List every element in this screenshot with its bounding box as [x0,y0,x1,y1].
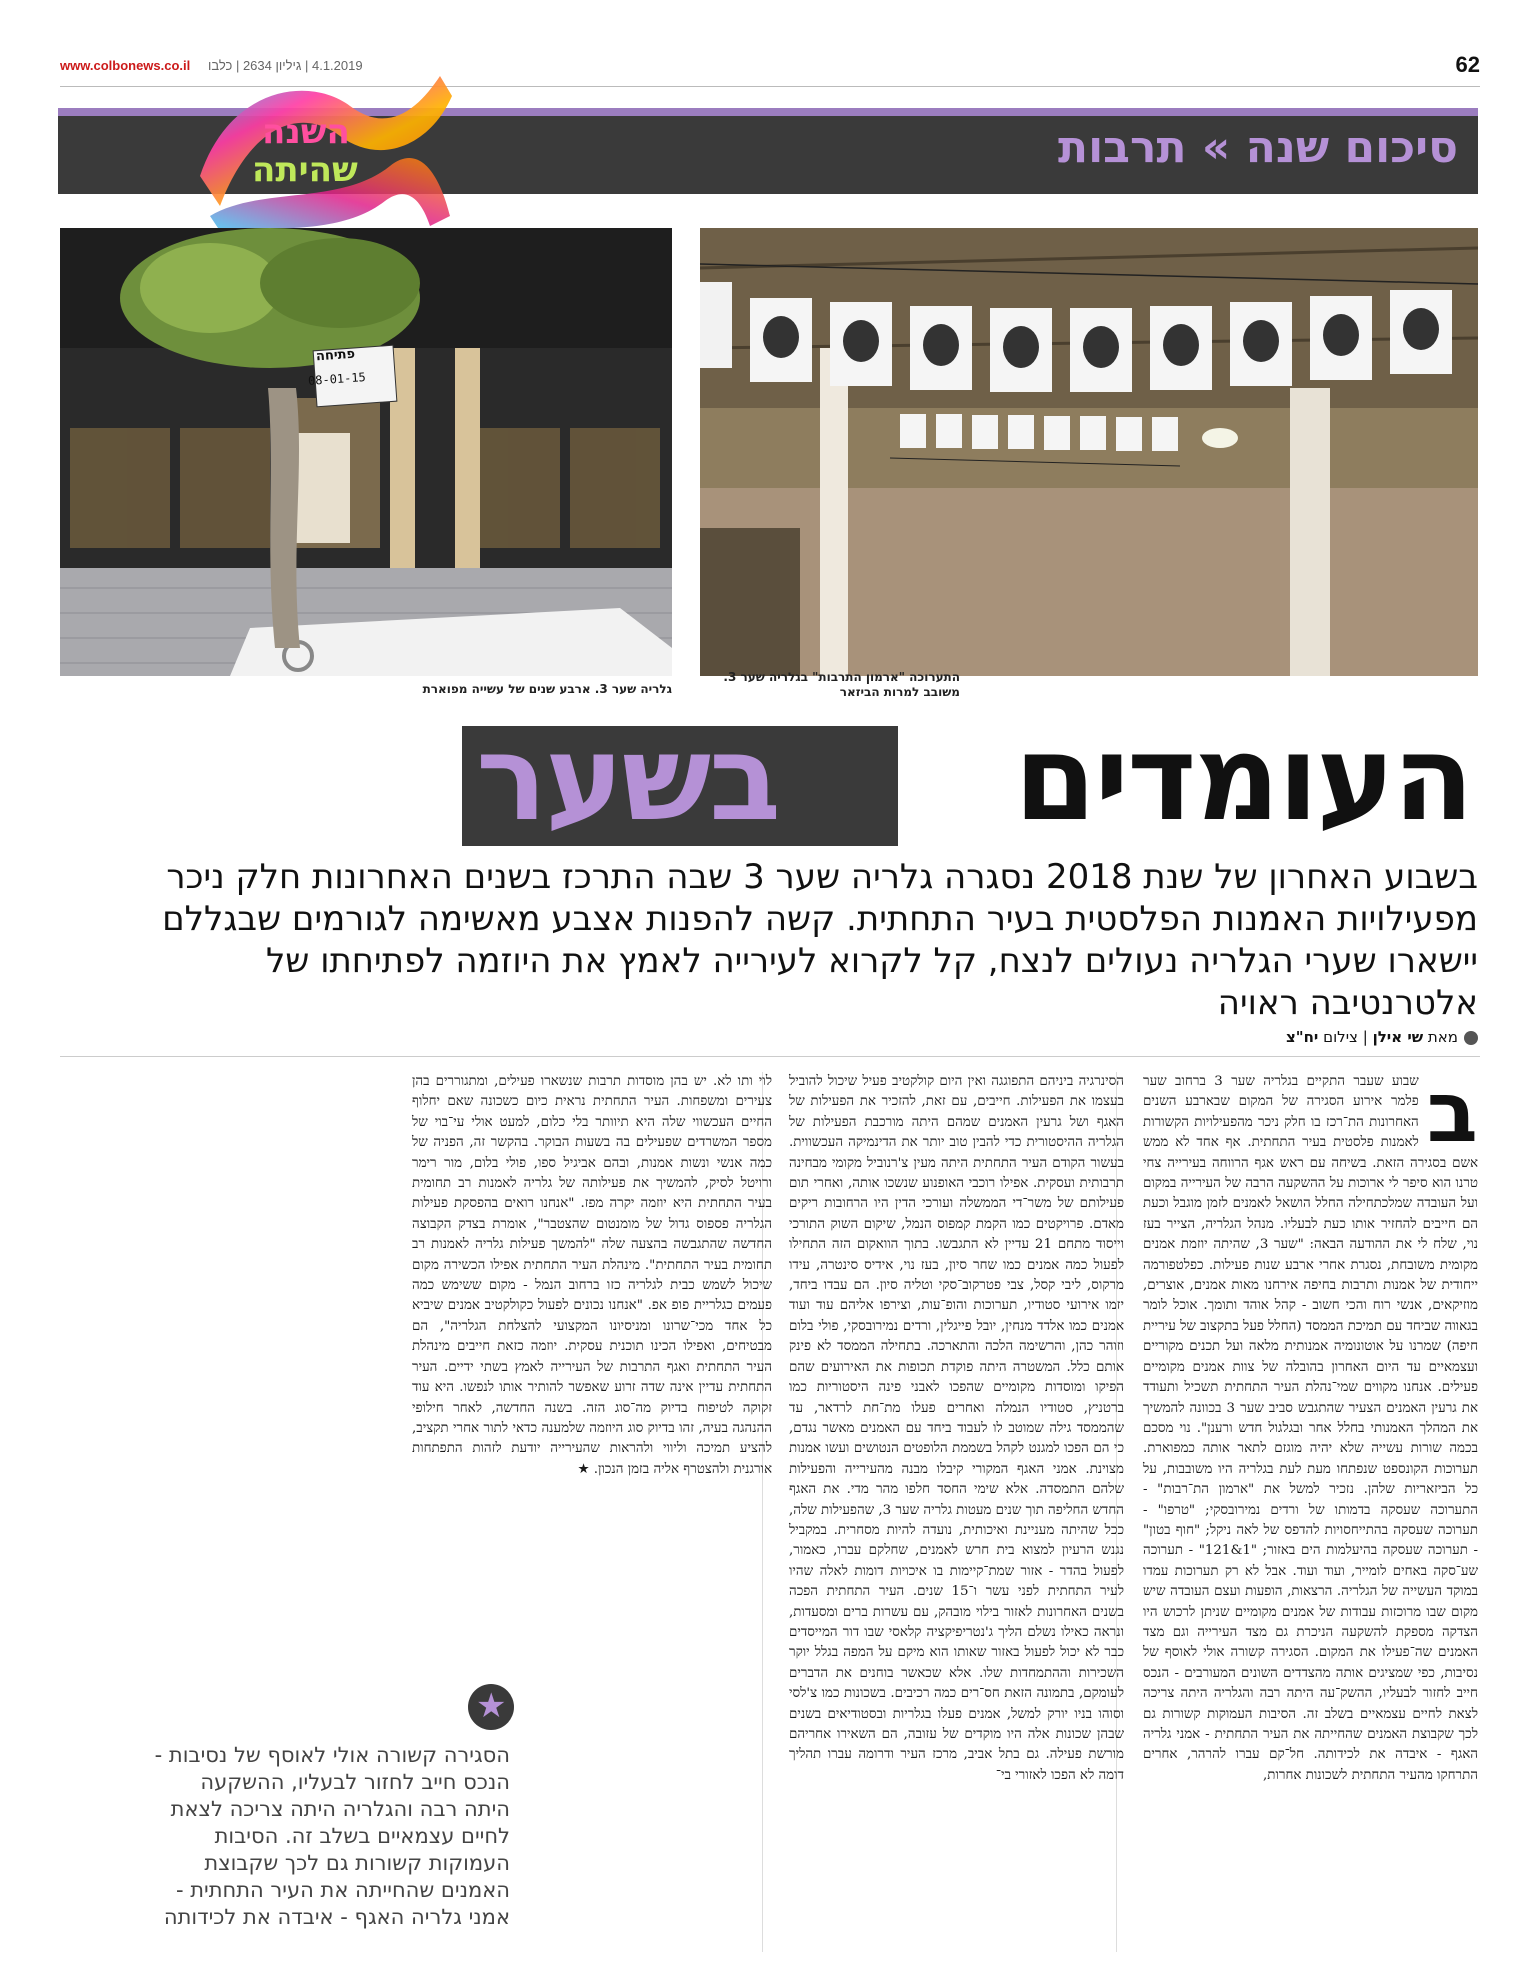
column-3-text: לוי ותו לא. יש בהן מוסדות תרבות שנשארו פעילים, ומתגוררים בהן צעירים ומשפחות. העיר התחתית נראית כיום כשכונה שאם יחלוף החיים העכשווי שלה היא תיוותר בלי כלום, למעט אולי עי־בוי של מספר המשרדים שפעילים בה בשעות הבוקר. בהקשר זה, הפניה של כמה אנשי ונשות אמנות, ובהם אביגיל ספו, פולי בלום, מור רימר ורויטל לסיק, להמשיך את פעילותה של גלריה לאמנות רב תחומית בעיר התחתית היא יוזמה יקרה מפז. "אנחנו רואים בהפסקת פעילות הגלריה פספוס גדול של מומנטום שהצטבר", אומרת בצדק הקבוצה החדשה שהתגבשה בהצעה שלה "להמשך פעילות גלריה לאמנות רב תחומית בעיר התחתית". מינהלת העיר התחתית אפילו הכשירה מקום שיכול לשמש כבית לגלריה כזו ברחוב הנמל - מקום ששימש כמה פעמים כגלריית פופ אפ. "אנחנו נכונים לפעול כקולקטיב אמנים שיביא כל אחד מכי־שרונו ומניסיונו המקצועי להצלחת הגלריה", הם מבטיחים, ואפילו הכינו תוכנית עסקית. יוזמה כזאת חייבים מינהלת העיר התחתית ואגף התרבות של העירייה לאמץ בשתי ידיים. העיר התחתית עדיין אינה שדה זרוע שאפשר להותיר אותו לנפשו. היא עוד זקוקה לטיפוח בדיוק מה־סוג הזה. בשנה החדשה, לאחר חילופי ההנהגה בעיה, זהו בדיוק סוג היוזמה שלמענה כדאי לתור אחרי תקציב, להציע תמיכה וליווי ולהראות שהעירייה יודעת לזהות התפתחות אורגנית ולהצטרף אליה בזמן הנכון. ★ [412,1074,772,1477]
opening-sign-date: 08-01-15 [307,370,367,388]
article-column-2 [789,1072,1124,1786]
issue-info: 4.1.2019 | גיליון 2634 | כלבו [208,58,363,73]
headline-main: העומדים [1014,709,1472,847]
portrait-print [1310,296,1372,380]
logo-line-1: השנה [262,112,350,152]
drop-cap: ב [1426,1063,1478,1161]
gallery-storefront-photo [60,228,672,676]
page-number: 62 [1455,52,1480,77]
portrait-print [1230,302,1292,386]
separator [60,1056,1480,1057]
left-photo-caption: גלריה שער 3. ארבע שנים של עשייה מפוארת [422,682,672,696]
portrait-print [1390,290,1452,374]
portrait-print [750,298,812,382]
article-column-1 [1143,1063,1479,1786]
portrait-print [1070,308,1132,392]
byline: מאת שי אילן | צילום יח"צ [1286,1028,1458,1046]
byline-prefix: מאת [1427,1028,1458,1046]
portrait-print [1150,306,1212,390]
column-1-text: שבוע שעבר התקיים בגלריה שער 3 ברחוב שער פלמר אירוע הסגירה של המקום שבארבע השנים האחרונות הת־רכז בו חלק ניכר מהפעילויות הקשורות לאמנות פלסטית בעיר התחתית. אף אחד לא ממש אשם בסגירה הזאת. בשיחה עם ראש אגף הרווחה בעירייה צחי טרנו הוא סיפר לי ארוכות על ההשקעה הרבה של העירייה במקום ועל העובדה שמלכתחילה החלל הושאל לאמנים לזמן מוגבל וכעת הם חייבים להחזיר אותו כעת לבעליו. מנהל הגלריה, הצייר בעז נוי, שלח לי את ההודעה הבאה: "שער 3, שהיתה יוזמת אמנים מקומית משובחת, נסגרת אחרי ארבע שנות פעילות. כפלטפורמה ייחודית של אמנות ותרבות בחיפה אירחנו מאות אמנים, אוצרים, מוזיקאים, אנשי רוח והכי חשוב - קהל אוהד ותומך. אוכל לומר בגאווה שביחד עם תמיכת הממסד (החלל פעל בתקצוב של עיריית חיפה) שמרנו על אוטונומיה אמנותית מלאה ועל תכנים מקוריים ועצמאיים עד היום האחרון בהובלה של צוות אמנים מקומיים פעילים. אנחנו מקווים שמי־נהלת העיר התחתית תשכיל ותעודד את גרעין האמנים הצעיר שהתגבש סביב שער 3 בכוונה להמשיך את המהלך האמנותי בחלל אחר ובגלגול חדש ורענן". נוי מסכם בכמה שורות עשייה שלא יהיה מוגזם לתאר אותה כמפוארת. תערוכות הקונספט שנפתחו מעת לעת בגלריה היו משובבות, על כל הביזאריות שלהן. נזכיר למשל את "ארמון הת־רבות" - התערוכה שעסקה בדמותו של ורדים נמירובסקי; "טרפו" - תערוכה שעסקה בהתייחסויות להדפס של לאה ניקל; "חוף בטון" - תערוכה שעסקה בהיעלמות הים באזור; "1&121" - תערוכה שע־סקה באחים לומייר, ועוד ועוד. אבל לא רק תערוכות עמדו במוקד העשייה של הגלריה. הרצאות, הופעות ועצם העובדה שיש מקום שבו מרוכזות עבודות של אמנים מקומיים שניתן לרכוש היו הצדקה מספקת להשקעה הניכרת גם מצד העירייה וגם מצד האמנים שה־פעילו את המקום. הסגירה קשורה אולי לאוסף של נסיבות, כפי שמציגים אותה מהצדדים השונים המעורבים - הנכס חייב לחזור לבעליו, ההשק־עה היתה רבה והגלריה היתה צריכה לצאת לחיים עצמאיים בשלב זה. הסיבות העמוקות קשורות גם לכך שקבוצת האמנים שהחייתה את העיר התחתית - אמני גלריה האגף - איבדה את לכידותה. חל־קם עברו להרהר, אחרים התרחקו מהעיר התחתית לשכונות אחרות, [1143,1074,1479,1783]
portrait-print [830,302,892,386]
article-column-3 [412,1072,772,1480]
logo-line-2: שהיתה [252,150,358,190]
article-subtitle: בשבוע האחרון של שנת 2018 נסגרה גלריה שער 3 שבה התרכז בשנים האחרונות חלק ניכר מפעילויות האמנות הפלסטית בעיר התחתית. קשה להפנות אצבע מאשימה לגורמים שבגללם יישארו שערי הגלריה נעולים לנצח, קל לקרוא לעירייה לאמץ את היוזמה לפתיחתו של אלטרנטיבה ראויה [162,857,1478,1023]
star-icon: ★ [476,1686,507,1726]
portrait-print [910,306,972,390]
portrait-print [990,308,1052,392]
section-title: סיכום שנה » תרבות [1058,122,1458,173]
photo-credit: יח"צ [1286,1028,1319,1046]
byline-bullet-icon [1464,1031,1478,1045]
column-2-text: הסינרגיה ביניהם התפוגגה ואין היום קולקטיב פעיל שיכול להוביל בעצמו את הפעילות. חייבים, עם זאת, להזכיר את הפעילות של האגף ושל גרעין האמנים שמהם היתה מורכבת הפעילות של הגלריה ההיסטורית כדי להבין טוב יותר את הדינמיקה העכשווית. בעשור הקודם העיר התחתית היתה מעין צ'רנוביל מקומי מבחינה תרבותית ועסקית. אפילו רוכבי האופנוע שנשכו אותה, ואחרי תום פעילותם של משר־די הממשלה ועורכי הדין היו הרחובות ריקים מאדם. פרויקטים כמו הקמת קמפוס הנמל, שיקום השוק התורכי וייסוד מתחם 21 עדיין לא התגבשו. בתוך הוואקום הזה התחילו לפעול כמה אמנים כמו שחר סיון, בעז נוי, אידיס סינטרה, עידו מרקוס, ליבי קסל, צבי פטרקוב־סקי וטליה סיון. הם עבדו ביחד, יזמו אירועי סטודיו, תערוכות והופ־עות, וצירפו אליהם עוד ועוד אמנים כמו אלדד מנחין, יובל פייגלין, ורדים נמירובסקי, פולי בלום וזוהר כהן, והרשימה הלכה והתארכה. בתחילה הממסד לא פינק אותם כלל. המשטרה היתה פוקדת תכופות את האירועים שהם הפיקו ומוסדות מקומיים שהפכו לאבני פינה היסטוריות כמו ברטניץ, סטודיו הנמלה ואחרים פעלו מת־חת לרדאר, עד שהממסד גילה שמוטב לו לעבוד ביחד עם האמנים מאשר נגדם, כי הם הפכו למגנט לקהל בשממת הלופטים הנטושים ועשו אמנות מצוינת. אמני האגף המקורי קיבלו מבנה מהעירייה והפעילות שלהם התמסדה. אלא שימי החסד חלפו מהר מדי. את האגף החדש החליפה תוך שנים מעטות גלריה שער 3, שהפעילות שלה, ככל שהיתה מעניינת ואיכותית, נועדה להיות מסחרית. במקביל נגנש הרעיון למצוא בית חרש לאמנים, שחלקם עברו, כאמור, לפעול בהדר - אזור שמת־קיימות בו איכויות דומות לאלה שהיו לעיר התחתית לפני עשר ו־15 שנים. העיר התחתית הפכה בשנים האחרונות לאזור בילוי מובהק, עם עשרות ברים ומסעדות, ונראה כאילו נשלם הליך ג'נטריפיקציה קלאסי שבו דור המייסדים כבר לא יכול לפעול באזור שאותו הוא מיקם על המפה בגלל יוקר השכירות וההתמחדות שלו. אלא שכאשר בוחנים את הדברים לעומקם, בתמונה הזאת חס־רים כמה רכיבים. בשכונות כמו צ'לסי וסוהו בניו יורק למשל, אמנים פעלו בגלריות ובסטודיאים בשנים שבהן שכונות אלה היו מוקדים של עזובה, הם השאירו אחריהם מורשת פעילה. גם בתל אביב, מרכז העיר ודרומה עברו תהליך דומה לא הפכו לאזורי בי־ [789,1074,1124,1783]
headline-highlight: בשער [476,709,780,847]
portrait-row [700,262,1478,462]
opening-sign-label: פתיחה [315,346,356,365]
right-photo-caption: התערוכה "ארמון התרבות" בגלריה שער 3. משובב למרות הביזאר [723,670,960,699]
byline-author: שי אילן [1372,1028,1424,1046]
photo-credit-prefix: צילום [1323,1028,1358,1046]
site-url[interactable]: www.colbonews.co.il [60,58,191,73]
pull-quote: הסגירה קשורה אולי לאוסף של נסיבות - הנכס חייב לחזור לבעליו, ההשקעה היתה רבה והגלריה היתה צריכה לצאת לחיים עצמאיים בשלב זה. הסיבות העמוקות קשורות גם לכך שקבוצת האמנים שהחייתה את העיר התחתית - אמני גלריה האגף - איבדה את לכידותה [154,1743,510,1929]
